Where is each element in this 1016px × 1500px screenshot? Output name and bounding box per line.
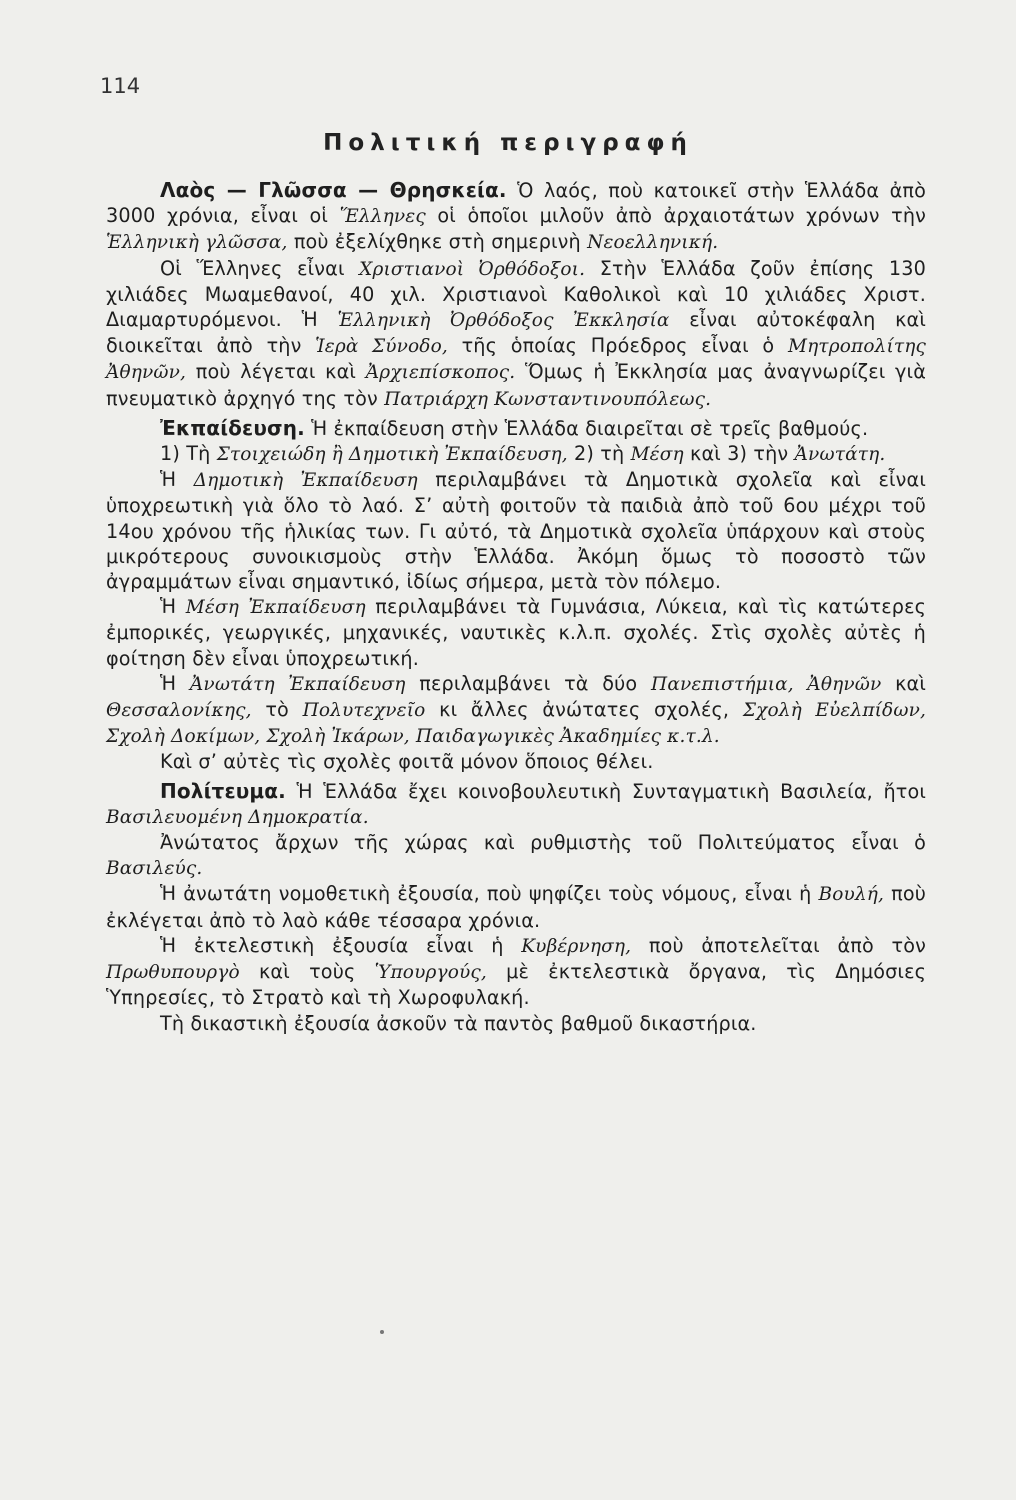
paragraph-secondary-education <box>106 594 926 671</box>
italic-term: Ἑλληνικὴ Ὀρθόδοξος Ἐκκλησία <box>337 310 670 332</box>
italic-term: Πρωθυπουργὸ <box>106 962 240 984</box>
text: Στὴν Ἑλλάδα ζοῦν ἐπίσης 130 χιλιάδες Μωαμεθανοί, 40 χιλ. Χριστιανοὶ Καθολικοὶ καὶ 10 χιλιάδες Χριστ. Διαμαρτυρόμενοι. Ἡ <box>106 256 926 332</box>
text: περιλαμβάνει τὰ δύο <box>405 671 652 695</box>
text: τῆς ὁποίας Πρόεδρος εἶναι ὁ <box>447 334 788 358</box>
italic-term: Δημοτικὴ Ἐκπαίδευση <box>193 470 418 492</box>
print-speck <box>380 1330 384 1334</box>
text: κι ἄλλες ἀνώτατες σχολές, <box>425 698 743 722</box>
italic-term: Χριστιανοὶ Ὀρθόδοξοι. <box>359 258 586 280</box>
italic-term: Πατριάρχη Κωνσταντινουπόλεως. <box>384 388 712 410</box>
text: ποὺ ἐκλέγεται ἀπὸ τὸ λαὸ κάθε τέσσαρα χρόνια. <box>106 882 926 932</box>
page-number: 114 <box>100 74 141 98</box>
heading-education: Ἐκπαίδευση. <box>160 415 305 440</box>
italic-term: Ὑπουργούς, <box>374 962 487 984</box>
text: Ἡ ἐκτελεστικὴ ἐξουσία εἶναι ἡ <box>160 933 522 957</box>
text: 2) τὴ <box>567 442 631 466</box>
paragraph-executive-power <box>106 933 926 1011</box>
paragraph-optional-attendance <box>106 749 926 774</box>
text: περιλαμβάνει τὰ Δημοτικὰ σχολεῖα καὶ εἶναι ὑποχρεωτικὴ γιὰ ὅλο τὸ λαό. Σ’ αὐτὴ φοιτοῦν τὰ παιδιὰ ἀπὸ τοῦ 6ου μέχρι τοῦ 14ου χρόνου τῆς ἡλικίας των. Γι αὐτό, τὰ Δημοτικὰ σχολεῖα ὑπάρχουν καὶ στοὺς μικρότερους συνοικισμοὺς στὴν Ἑλλάδα. Ἀκόμη ὅμως τὸ ποσοστὸ τῶν ἀγραμμάτων εἶναι σημαντικό, ἰδίως σήμερα, μετὰ τὸν πόλεμο. <box>106 468 926 594</box>
text: περιλαμβάνει τὰ Γυμνάσια, Λύκεια, καὶ τὶς κατώτερες ἐμπορικές, γεωργικές, μηχανικές, ναυτικὲς κ.λ.π. σχολές. Στὶς σχολὲς αὐτὲς ἡ φοίτηση δὲν εἶναι ὑποχρεωτική. <box>106 595 927 670</box>
paragraph-primary-education <box>106 467 926 594</box>
heading-people-language-religion: Λαὸς — Γλῶσσα — Θρησκεία. <box>160 178 507 202</box>
text: Ἡ ἐκπαίδευση στὴν Ἑλλάδα διαιρεῖται σὲ τρεῖς βαθμούς. <box>304 416 869 440</box>
italic-term: Σχολὴ Εὐελπίδων, Σχολὴ Δοκίμων, Σχολὴ Ἰκάρων, Παιδαγωγικὲς Ἀκαδημίες κ.τ.λ. <box>106 700 926 748</box>
italic-term: Ἑλληνικὴ γλῶσσα, <box>106 232 288 254</box>
text: Ὅμως ἡ Ἐκκλησία μας ἀναγνωρίζει γιὰ πνευματικὸ ἀρχηγό της τὸν <box>106 360 926 410</box>
text: οἱ ὁποῖοι μιλοῦν ἀπὸ ἀρχαιοτάτων χρόνων τὴν <box>425 204 926 228</box>
text: μὲ ἐκτελεστικὰ ὄργανα, τὶς Δημόσιες Ὑπηρεσίες, τὸ Στρατὸ καὶ τὴ Χωροφυλακή. <box>106 960 926 1010</box>
italic-term: Ἀρχιεπίσκοπος. <box>365 362 516 384</box>
paragraph-education-levels <box>106 441 926 467</box>
paragraph-legislative-power <box>106 881 926 932</box>
italic-term: Ἀνωτάτη Ἐκπαίδευση <box>189 673 406 695</box>
section-title: Πολιτική περιγραφή <box>323 130 693 156</box>
text: καὶ 3) τὴν <box>683 442 795 466</box>
text: τὸ <box>251 698 303 722</box>
text: Ἀνώτατος ἄρχων τῆς χώρας καὶ ρυθμιστὴς τοῦ Πολιτεύματος εἶναι ὁ <box>160 831 926 855</box>
text: Ἡ <box>160 595 186 619</box>
text: καὶ τοὺς <box>239 960 375 984</box>
italic-term: Ἱερὰ Σύνοδο, <box>315 336 448 358</box>
text: Ὁ λαός, ποὺ κατοικεῖ στὴν Ἑλλάδα ἀπὸ 3000 χρόνια, εἶναι οἱ <box>106 179 926 228</box>
italic-term: Κυβέρνηση, <box>521 935 632 957</box>
text: Ἡ ἀνωτάτη νομοθετικὴ ἐξουσία, ποὺ ψηφίζει τοὺς νόμους, εἶναι ἡ <box>160 882 819 906</box>
text: Ἡ <box>160 671 190 695</box>
paragraph-polity <box>106 779 926 830</box>
text: Τὴ δικαστικὴ ἐξουσία ἀσκοῦν τὰ παντὸς βαθμοῦ δικαστήρια. <box>160 1011 757 1035</box>
italic-term: Ἕλληνες <box>339 206 426 228</box>
italic-term: Μέση Ἐκπαίδευση <box>185 597 366 619</box>
text: ποὺ ἀποτελεῖται ἀπὸ τὸν <box>631 933 926 957</box>
text: Καὶ σ’ αὐτὲς τὶς σχολὲς φοιτᾶ μόνον ὅποιος θέλει. <box>160 750 654 774</box>
italic-term: Πολυτεχνεῖο <box>302 700 426 722</box>
italic-term: Μητροπολίτης Ἀθηνῶν, <box>106 336 927 384</box>
text: καὶ <box>881 671 926 695</box>
italic-term: Στοιχειώδη ἢ Δημοτικὴ Ἐκπαίδευση, <box>216 444 568 466</box>
italic-term: Βασιλεύς. <box>106 858 203 880</box>
italic-term: Ἀνωτάτη. <box>794 444 886 466</box>
text: 1) Τὴ <box>160 442 217 466</box>
paragraph-people-language-religion <box>106 178 926 256</box>
text: ποὺ λέγεται καὶ <box>186 360 366 384</box>
text: Ἡ Ἑλλάδα ἔχει κοινοβουλευτικὴ Συνταγματικὴ Βασιλεία, ἤτοι <box>285 779 926 803</box>
text: ποὺ ἐξελίχθηκε στὴ σημερινὴ <box>287 230 588 254</box>
heading-polity: Πολίτευμα. <box>160 778 286 803</box>
text: Οἱ Ἕλληνες εἶναι <box>160 256 360 280</box>
italic-term: Νεοελληνική. <box>587 232 719 254</box>
italic-term: Βουλή, <box>818 884 885 906</box>
italic-term: Πανεπιστήμια, Ἀθηνῶν <box>651 673 882 695</box>
text: Ἡ <box>160 468 194 492</box>
body-text <box>106 178 926 1036</box>
paragraph-higher-education <box>106 671 926 750</box>
italic-term: Βασιλευομένη Δημοκρατία. <box>106 806 369 828</box>
text: εἶναι αὐτοκέφαλη καὶ διοικεῖται ἀπὸ τὴν <box>106 308 926 358</box>
italic-term: Μέση <box>630 444 684 466</box>
paragraph-religion <box>106 256 926 412</box>
italic-term: Θεσσαλονίκης, <box>106 700 252 722</box>
paragraph-head-of-state <box>106 830 926 881</box>
paragraph-judicial-power <box>106 1011 926 1036</box>
paragraph-education <box>106 416 926 441</box>
